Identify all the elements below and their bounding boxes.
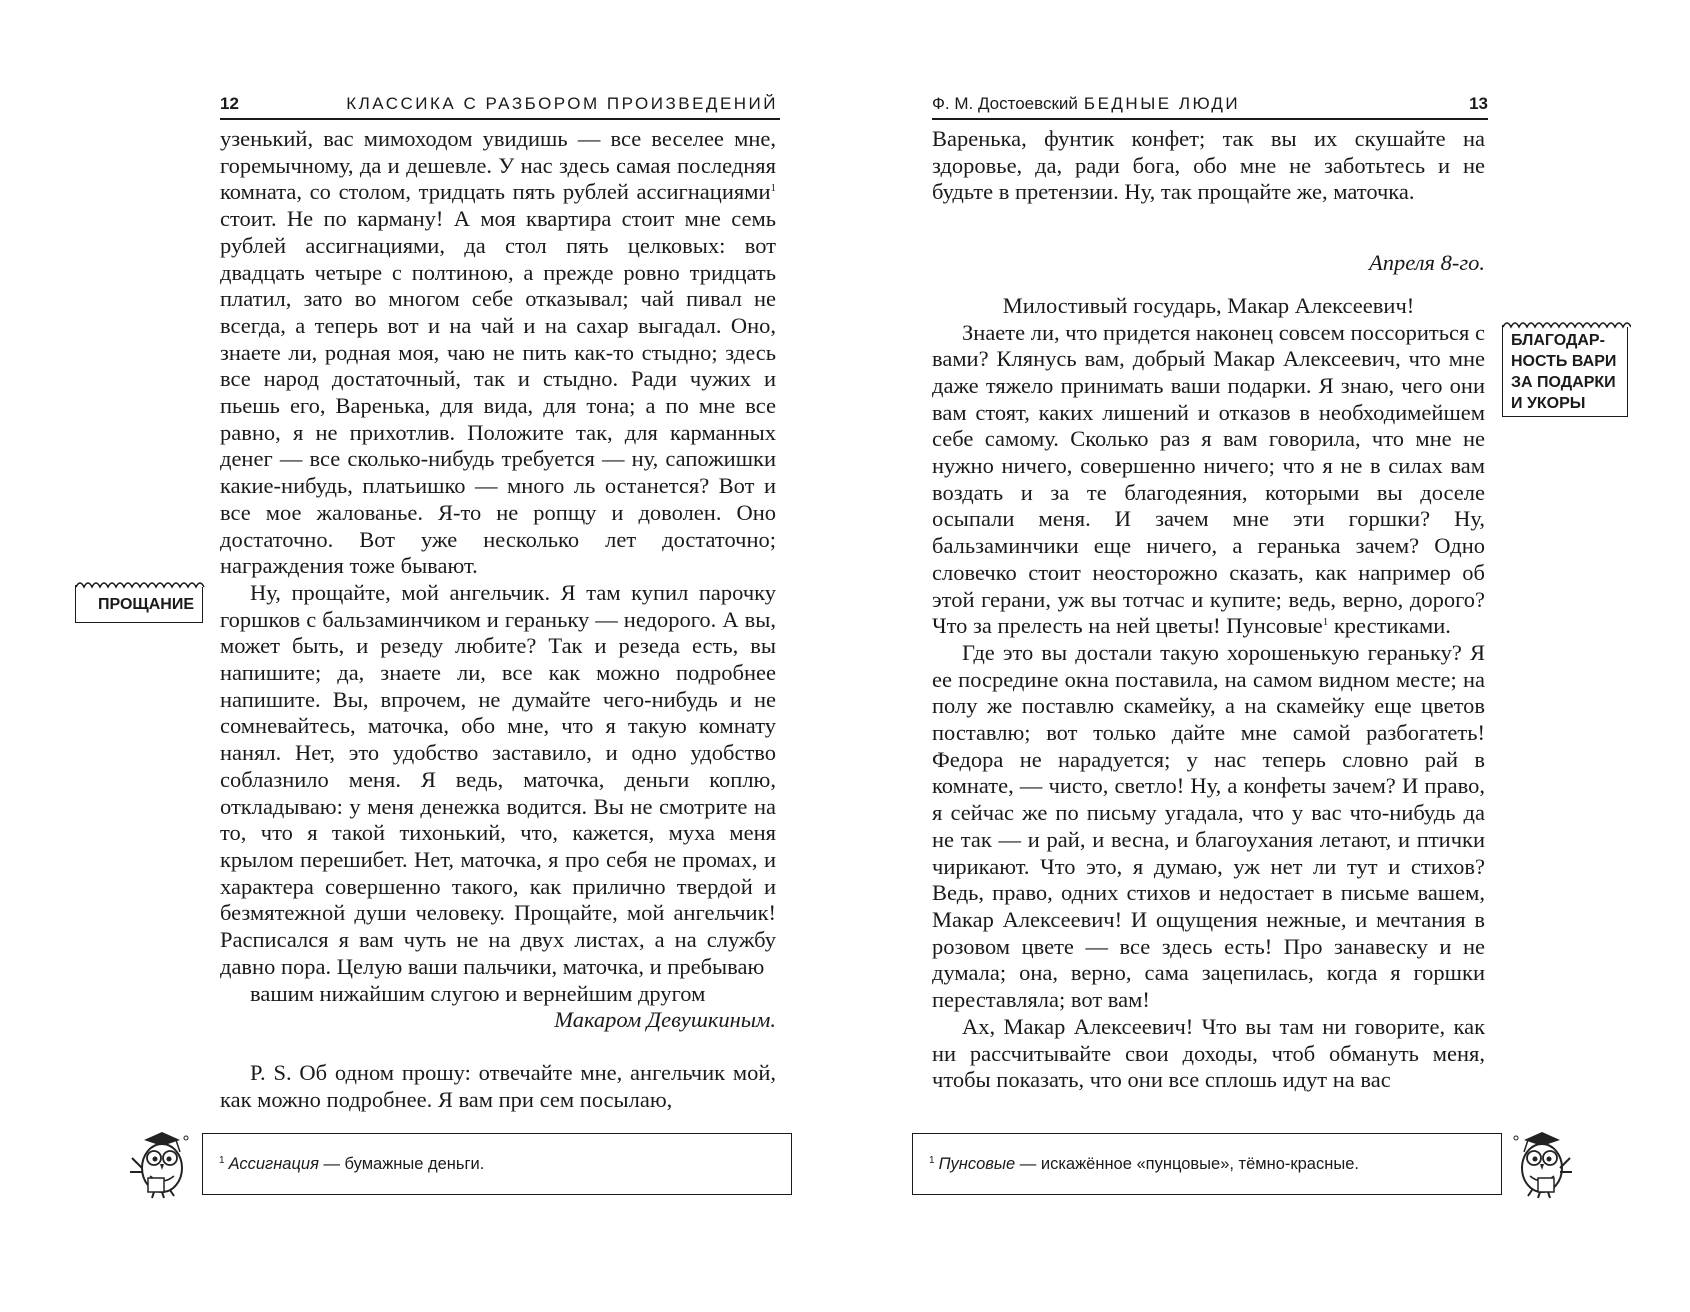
left-running-title: КЛАССИКА С РАЗБОРОМ ПРОИЗВЕДЕНИЙ	[346, 94, 778, 113]
margin-tag-line: БЛАГОДАР-	[1511, 332, 1605, 349]
footnote-box-left	[202, 1133, 792, 1195]
page-number-right: 13	[1469, 94, 1488, 113]
footnote-mark: 1	[929, 1154, 935, 1166]
margin-tag-line: НОСТЬ ВАРИ	[1511, 353, 1617, 370]
margin-tag-line: И УКОРЫ	[1511, 395, 1586, 412]
footnote-mark: 1	[219, 1154, 225, 1166]
left-running-header	[220, 92, 780, 120]
right-paragraph-2: Где это вы достали такую хорошенькую гераньку? Я ее посредине окна поставила, на самом видном месте; на полу же поставлю скамейку, а на скамейку еще цветов поставлю; вот только дайте мне самой разбогатеть! Федора не нарадуется; у нас теперь словно рай в комнате, — чисто, светло! Ну, а конфеты зачем? И право, я сейчас же по письму угадала, что у вас что-нибудь да не так — и рай, и весна, и благоухания летают, и птички чирикают. Что это, я думаю, уж нет ли тут и стихов? Ведь, право, одних стихов и недостает в письме вашем, Макар Алексеевич! И ощущения нежные, и мечтания в розовом цвете — все здесь есть! Про занавеску и не думала; она, верно, сама зацепилась, когда я горшки переставляла; вот вам!	[932, 639, 1485, 1013]
footnote-term: Пунсовые	[938, 1154, 1016, 1173]
margin-tag-gratitude	[1502, 325, 1628, 417]
margin-tag-line: ЗА ПОДАРКИ	[1511, 374, 1616, 391]
wavy-edge-decoration	[1502, 317, 1631, 329]
right-paragraph-1: Знаете ли, что придется наконец совсем поссориться с вами? Клянусь вам, добрый Макар Алексеевич, что мне даже тяжело принимать ваши подарки. Я знаю, чего они вам стоят, каких лишений и отказов в необходимейшем себе самому. Сколько раз я вам говорила, что мне не нужно ничего, совершенно ничего; что я не в силах вам воздать и за те благодеяния, которыми вы доселе осыпали меня. И зачем мне эти горшки? Ну, бальзаминчики еще ничего, а геранька зачем? Одно словечко стоит неосторожно сказать, как например об этой герани, уж вы тотчас и купите; ведь, верно, дорого? Что за прелесть на ней цветы! Пунсовые$^1$ крестиками.	[932, 319, 1485, 639]
footnote-text: — искажённое «пунцовые», тёмно-красные.	[1015, 1154, 1359, 1173]
left-paragraph-1: узенький, вас мимоходом увидишь — все веселее мне, горемычному, да и дешевле. У нас здесь самая последняя комната, со столом, тридцать пять рублей ассигнациями$^1$ стоит. Не по карману! А моя квартира стоит мне семь рублей ассигнациями, да стол пять целковых: вот двадцать четыре с полтиною, а прежде ровно тридцать платил, зато во многом себе отказывал; чай пивал не всегда, а теперь вот и на чай и на сахар выгадал. Оно, знаете ли, родная моя, чаю не пить как-то стыдно; здесь все народ достаточный, так и стыдно. Ради чужих и пьешь его, Варенька, для вида, для тона; а по мне все равно, я не прихотлив. Положите так, для карманных денег — все сколько-нибудь требуется — ну, сапожишки какие-нибудь, платьишко — много ль останется? Вот и все мое жалованье. Я-то не ропщу и доволен. Оно достаточно. Вот уже несколько лет достаточно; награждения тоже бывают.	[220, 126, 776, 579]
footnote-ref: 1	[770, 182, 776, 195]
left-paragraph-2: Ну, прощайте, мой ангельчик. Я там купил парочку горшков с бальзаминчиком и гераньку — недорого. А вы, может быть, и резеду любите? Так и резеда есть, вы напишите; да, знаете ли, все как можно подробнее напишите. Вы, впрочем, не думайте чего-нибудь и не сомневайтесь, маточка, обо мне, что я такую комнату нанял. Нет, это удобство заставило, и одно удобство соблазнило меня. Я ведь, маточка, деньги коплю, откладываю: у меня денежка водится. Вы не смотрите на то, что я такой тихонький, что, кажется, муха меня крылом перешибет. Нет, маточка, я про себя не промах, и характера совершенно такого, как прилично твердой и безмятежной души человеку. Прощайте, мой ангельчик! Расписался я вам чуть не на двух листах, а на службу давно пора. Целую ваши пальчики, маточка, и пребываю	[220, 579, 776, 979]
letter-closing: вашим нижайшим слугою и вернейшим другом	[250, 980, 706, 1006]
owl-mascot-icon	[126, 1128, 196, 1200]
right-running-header	[932, 92, 1488, 120]
footnote-term: Ассигнация	[228, 1154, 319, 1173]
book-title: БЕДНЫЕ ЛЮДИ	[1083, 94, 1241, 113]
page-number-left: 12	[220, 94, 239, 113]
letter-signature: Макаром Девушкиным.	[554, 1007, 776, 1033]
left-text-column	[220, 126, 776, 1113]
right-paragraph-0: Варенька, фунтик конфет; так вы их скушайте на здоровье, да, ради бога, обо мне не заботьтесь и не будьте в претензии. Ну, так прощайте же, маточка.	[932, 126, 1485, 205]
right-running-title	[932, 94, 1240, 114]
wavy-edge-decoration	[75, 577, 206, 589]
letter-date: Апреля 8-го.	[1369, 250, 1485, 276]
footnote-box-right	[912, 1133, 1502, 1195]
right-text-column	[932, 126, 1485, 1094]
owl-mascot-icon	[1508, 1128, 1578, 1200]
margin-tag-farewell	[75, 585, 203, 623]
postscript: P. S. Об одном прошу: отвечайте мне, ангельчик мой, как можно подробнее. Я вам при сем посылаю,	[220, 1059, 776, 1112]
footnote-ref: 1	[1322, 616, 1329, 629]
footnote-text: — бумажные деньги.	[318, 1154, 485, 1173]
author-name: Ф. М. Достоевский	[932, 94, 1078, 113]
margin-tag-label: ПРОЩАНИЕ	[98, 596, 194, 613]
letter-salutation: Милостивый государь, Макар Алексеевич!	[1002, 292, 1415, 318]
right-paragraph-3: Ах, Макар Алексеевич! Что вы там ни говорите, как ни рассчитывайте свои доходы, чтоб обмануть меня, чтобы показать, что они все сплошь идут на вас	[932, 1013, 1485, 1093]
